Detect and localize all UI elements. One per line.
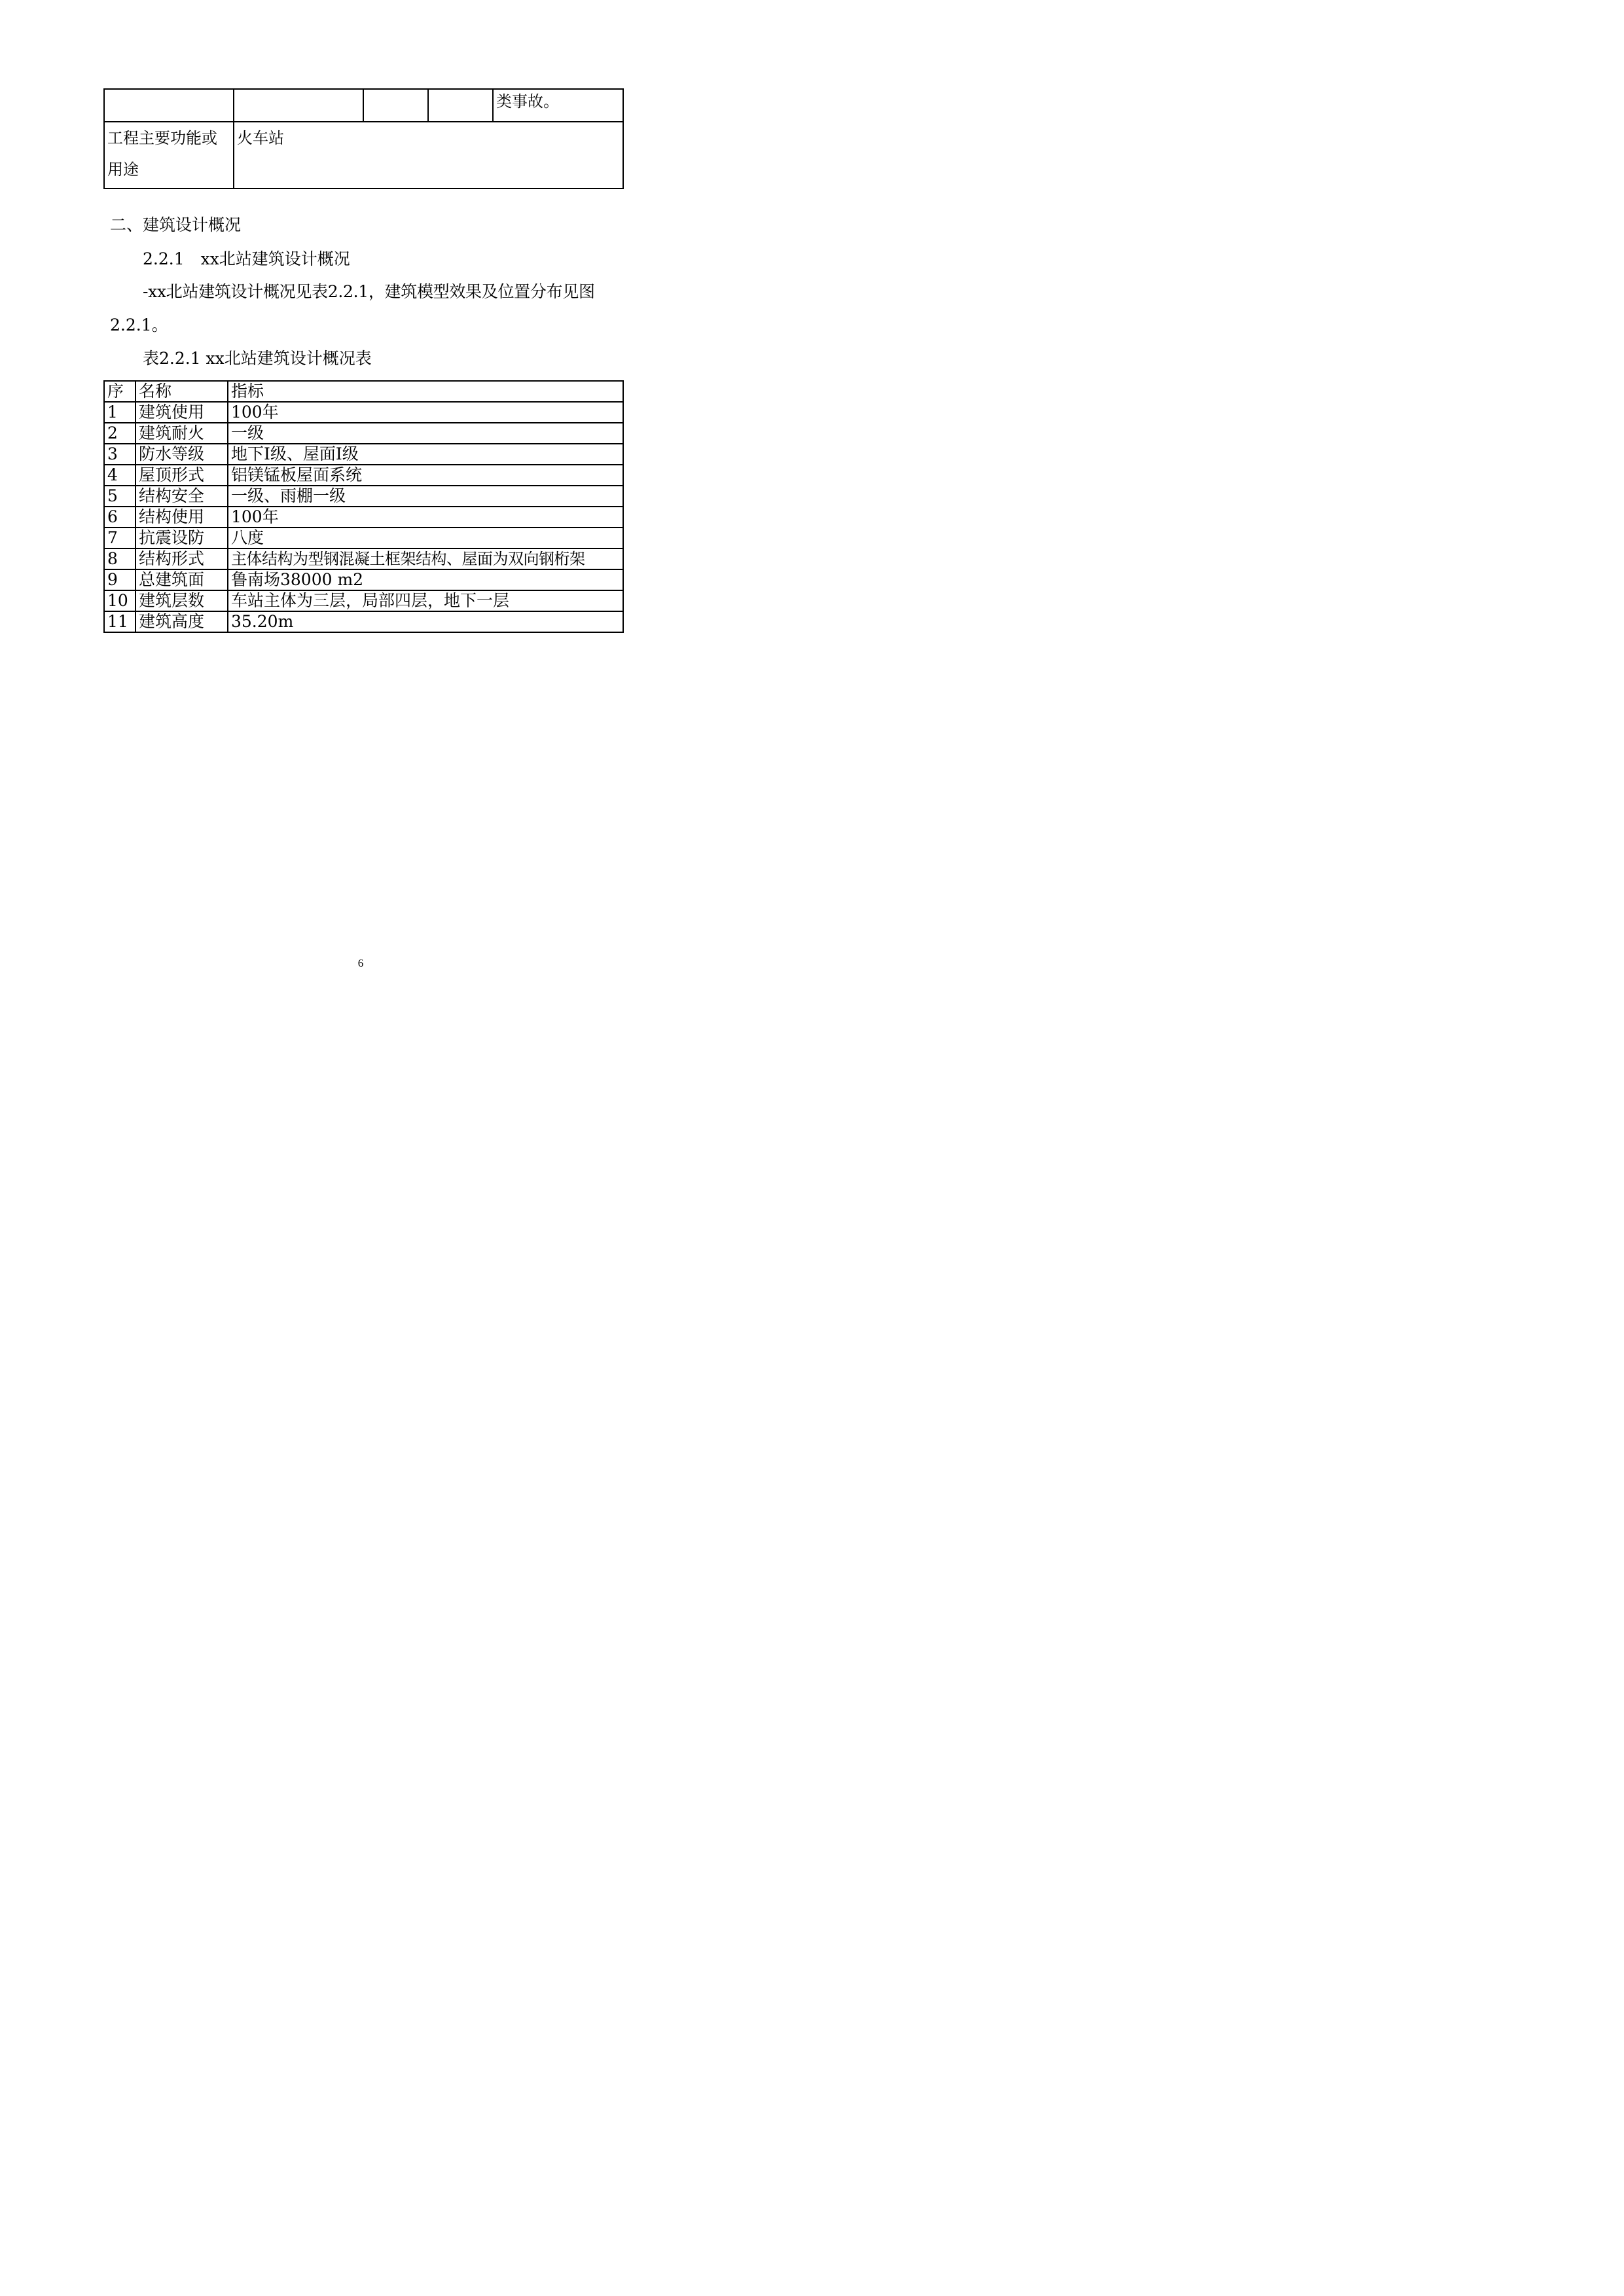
row-index: 11 [104,611,135,632]
subsection-heading: 2.2.1 xx北站建筑设计概况 [143,249,350,268]
row-index: 6 [104,507,135,528]
table-row [104,590,623,611]
row-value: 35.20m [228,611,623,632]
body-paragraph-line: -xx北站建筑设计概况见表2.2.1，建筑模型效果及位置分布见图 [143,282,595,301]
column-header: 序 [104,381,135,402]
table-row [104,548,623,569]
row-index: 7 [104,528,135,548]
function-value-cell: 火车站 [234,122,623,188]
row-name: 防水等级 [135,444,228,465]
function-label-cell: 工程主要功能或用途 [104,122,234,188]
page-number: 6 [357,957,364,969]
column-header: 名称 [135,381,228,402]
row-name: 结构使用 [135,507,228,528]
row-value: 100年 [228,507,623,528]
row-name: 建筑耐火 [135,423,228,444]
table-row [104,122,623,188]
row-value: 八度 [228,528,623,548]
row-name: 抗震设防 [135,528,228,548]
table-cell [363,89,428,122]
row-name: 结构安全 [135,486,228,507]
row-name: 建筑层数 [135,590,228,611]
row-value: 地下I级、屋面I级 [228,444,623,465]
table-row [104,569,623,590]
table-cell: 类事故。 [493,89,623,122]
row-index: 10 [104,590,135,611]
document-page [0,0,721,1020]
table-row [104,402,623,423]
table-row [104,528,623,548]
row-value: 一级 [228,423,623,444]
row-index: 4 [104,465,135,486]
column-header: 指标 [228,381,623,402]
row-index: 2 [104,423,135,444]
row-name: 总建筑面 [135,569,228,590]
body-paragraph-line: 2.2.1。 [110,315,168,334]
section-heading: 二、建筑设计概况 [110,215,242,234]
row-index: 5 [104,486,135,507]
row-name: 屋顶形式 [135,465,228,486]
row-value: 铝镁锰板屋面系统 [228,465,623,486]
table-cell [428,89,493,122]
row-value: 100年 [228,402,623,423]
overview-table [103,380,624,633]
row-name: 结构形式 [135,548,228,569]
table-header-row [104,381,623,402]
row-value: 车站主体为三层，局部四层，地下一层 [228,590,623,611]
table-row [104,465,623,486]
row-index: 3 [104,444,135,465]
row-value: 鲁南场38000 m2 [228,569,623,590]
row-index: 8 [104,548,135,569]
table-row [104,486,623,507]
row-value: 主体结构为型钢混凝土框架结构、屋面为双向钢桁架 [228,548,623,569]
continuation-table [103,88,624,189]
row-name: 建筑使用 [135,402,228,423]
row-value: 一级、雨棚一级 [228,486,623,507]
row-name: 建筑高度 [135,611,228,632]
table-cell [104,89,234,122]
table-row [104,507,623,528]
table-cell [234,89,363,122]
table-row [104,444,623,465]
table-caption: 表2.2.1 xx北站建筑设计概况表 [143,349,372,368]
row-index: 9 [104,569,135,590]
table-row [104,89,623,122]
table-row [104,611,623,632]
row-index: 1 [104,402,135,423]
table-row [104,423,623,444]
